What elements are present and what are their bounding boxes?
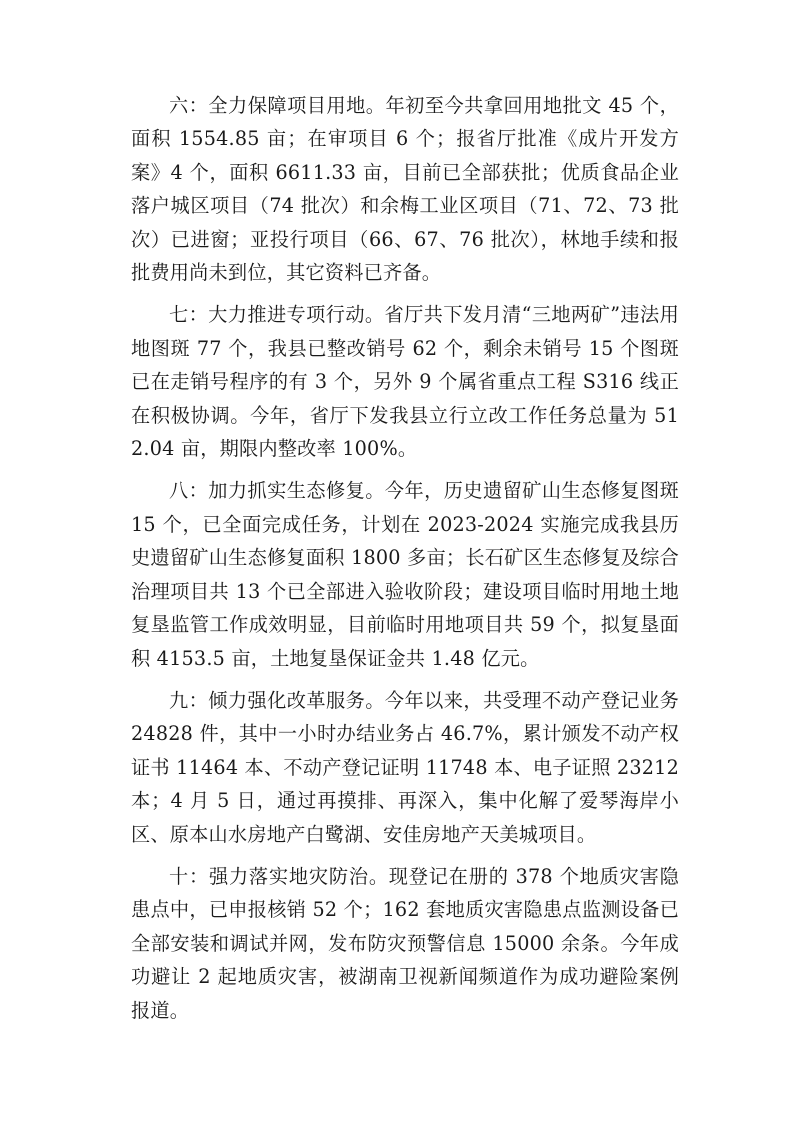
paragraph-special-action: 七：大力推进专项行动。省厅共下发月清“三地两矿”违法用地图斑 77 个，我县已整改销号 62 个，剩余未销号 15 个图斑已在走销号程序的有 3 个，另外 9 个属省重点工程 S316 线正在积极协调。今年，省厅下发我县立行立改工作任务总量为 512.04 亩，期限内整改率 100%。	[131, 303, 679, 461]
paragraph-land-use: 六：全力保障项目用地。年初至今共拿回用地批文 45 个，面积 1554.85 亩；在审项目 6 个；报省厅批准《成片开发方案》4 个，面积 6611.33 亩，目前已全部获批；优质食品企业落户城区项目（74 批次）和余梅工业区项目（71、72、73 批次）已进窗；亚投行项目（66、67、76 批次），林地手续和报批费用尚未到位，其它资料已齐备。	[131, 94, 679, 285]
document-body	[131, 89, 679, 1036]
paragraph-disaster-prevention: 十：强力落实地灾防治。现登记在册的 378 个地质灾害隐患点中，已申报核销 52 个；162 套地质灾害隐患点监测设备已全部安装和调试并网，发布防灾预警信息 15000 余条。今年成功避让 2 起地质灾害，被湖南卫视新闻频道作为成功避险案例报道。	[131, 864, 679, 1022]
paragraph-ecological-restoration: 八：加力抓实生态修复。今年，历史遗留矿山生态修复图斑 15 个，已全面完成任务，计划在 2023-2024 实施完成我县历史遗留矿山生态修复面积 1800 多亩；长石矿区生态修复及综合治理项目共 13 个已全部进入验收阶段；建设项目临时用地土地复垦监管工作成效明显，目前临时用地项目共 59 个，拟复垦面积 4153.5 亩，土地复垦保证金共 1.48 亿元。	[131, 479, 679, 670]
paragraph-reform-service: 九：倾力强化改革服务。今年以来，共受理不动产登记业务 24828 件，其中一小时办结业务占 46.7%，累计颁发不动产权证书 11464 本、不动产登记证明 11748 本、电子证照 23212 本；4 月 5 日，通过再摸排、再深入，集中化解了爱琴海岸小区、原本山水房地产白鹭湖、安佳房地产天美城项目。	[131, 688, 679, 846]
